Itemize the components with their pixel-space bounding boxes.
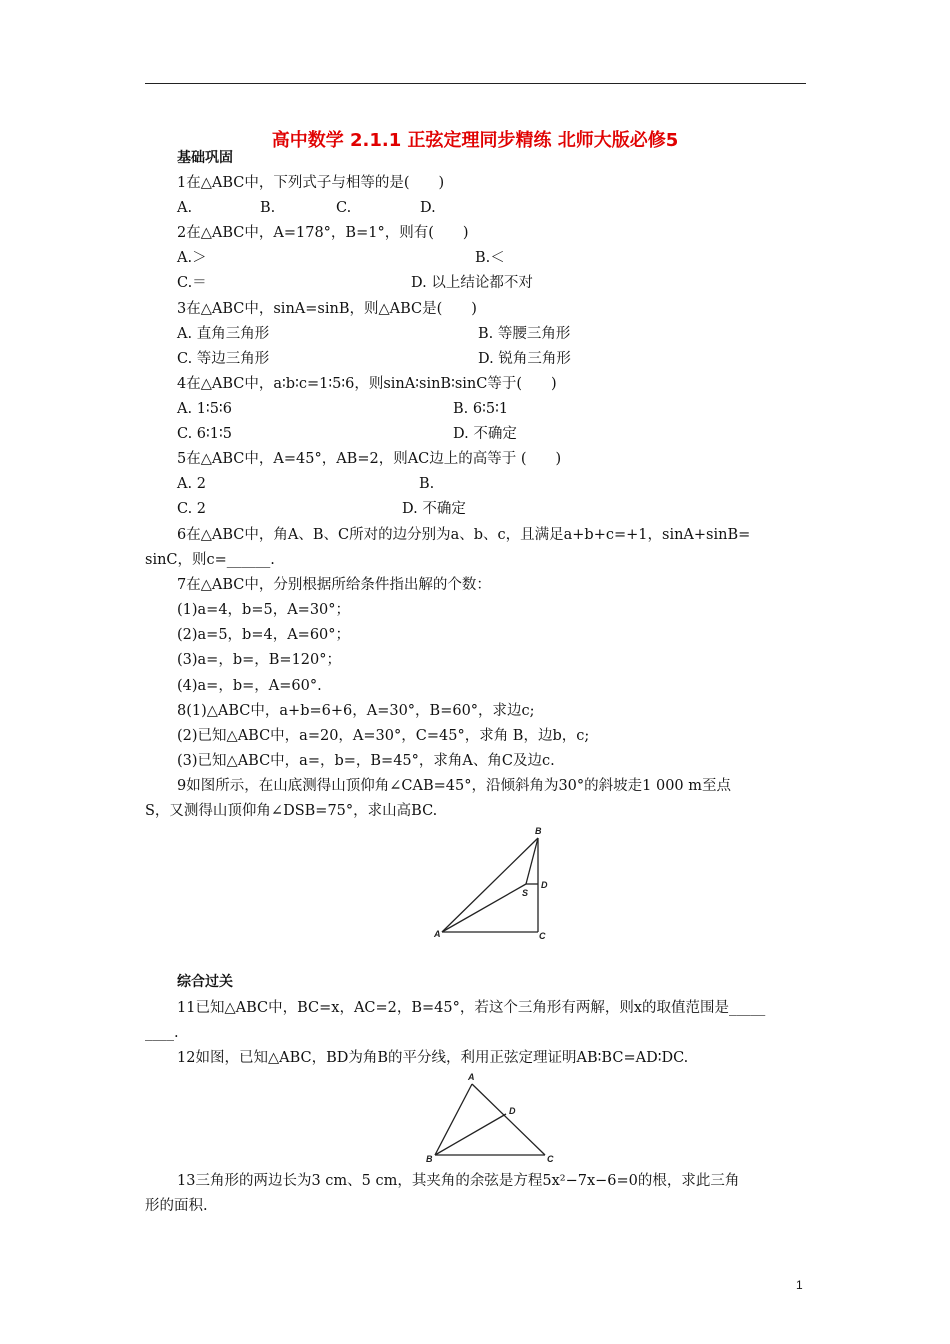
q9-line1: 9如图所示，在山底测得山顶仰角∠CAB=45°，沿倾斜角为30°的斜坡走1 000 m至点 (177, 778, 732, 794)
section-basic: 基础巩固 (177, 150, 233, 166)
q8-part3: (3)已知△ABC中，a=，b=，B=45°，求角A、角C及边c. (177, 753, 555, 769)
q7: 7在△ABC中，分别根据所给条件指出解的个数： (177, 577, 491, 593)
q5-option-a: A. 2 (177, 476, 206, 492)
q1-option-b: B. (260, 200, 276, 216)
q4-option-b: B. 6∶5∶1 (453, 401, 509, 417)
q2-option-a: A.＞ (177, 250, 207, 266)
q1-option-d: D. (420, 200, 436, 216)
fig1-label-s: S (522, 888, 529, 898)
q11-line1: 11已知△ABC中，BC=x，AC=2，B=45°，若这个三角形有两解，则x的取值范围是_____ (177, 1000, 766, 1016)
q3-option-c: C. 等边三角形 (177, 351, 270, 367)
fig1-label-b: B (535, 826, 542, 836)
bisector-figure (420, 1070, 560, 1165)
q7-part3: (3)a=，b=，B=120°； (177, 652, 341, 668)
q2-option-d: D. 以上结论都不对 (411, 275, 533, 291)
q2-option-b: B.＜ (475, 250, 505, 266)
section-comprehensive: 综合过关 (177, 974, 233, 990)
q9-line2: S，又测得山顶仰角∠DSB=75°，求山高BC. (145, 803, 438, 819)
fig2-label-d: D (509, 1106, 516, 1116)
fig2-label-a: A (468, 1072, 475, 1082)
q11-line2: ____. (145, 1025, 179, 1041)
q1-option-c: C. (336, 200, 352, 216)
page-title: 高中数学 2.1.1 正弦定理同步精练 北师大版必修5 (271, 130, 679, 151)
q3-option-b: B. 等腰三角形 (478, 326, 571, 342)
q4-option-d: D. 不确定 (453, 426, 517, 442)
q2-option-c: C.＝ (177, 275, 207, 291)
q1-option-a: A. (177, 200, 193, 216)
fig2-label-b: B (426, 1154, 433, 1164)
q7-part1: (1)a=4，b=5，A=30°； (177, 602, 351, 618)
q3-option-a: A. 直角三角形 (177, 326, 270, 342)
mountain-figure (430, 822, 555, 942)
q12: 12如图，已知△ABC，BD为角B的平分线，利用正弦定理证明AB∶BC=AD∶DC. (177, 1050, 689, 1066)
q8-part1: 8(1)△ABC中，a+b=6+6，A=30°，B=60°，求边c; (177, 703, 535, 719)
fig1-label-d: D (541, 880, 548, 890)
q13-line1: 13三角形的两边长为3 cm、5 cm，其夹角的余弦是方程5x²−7x−6=0的根，求此三角 (177, 1173, 740, 1189)
q3: 3在△ABC中，sinA=sinB，则△ABC是( ) (177, 301, 477, 317)
q8-part2: (2)已知△ABC中，a=20，A=30°，C=45°，求角 B，边b，c; (177, 728, 590, 744)
fig1-label-a: A (434, 929, 441, 939)
q7-part4: (4)a=，b=，A=60°. (177, 678, 322, 694)
q4-option-c: C. 6∶1∶5 (177, 426, 233, 442)
q7-part2: (2)a=5，b=4，A=60°； (177, 627, 351, 643)
q6-line2: sinC，则c=______. (145, 552, 275, 568)
fig2-edge-ac (472, 1084, 545, 1155)
q13-line2: 形的面积. (145, 1198, 208, 1214)
q3-option-d: D. 锐角三角形 (478, 351, 571, 367)
q5: 5在△ABC中，A=45°，AB=2，则AC边上的高等于 ( ) (177, 451, 562, 467)
q4: 4在△ABC中，a∶b∶c=1∶5∶6，则sinA∶sinB∶sinC等于( ) (177, 376, 557, 392)
q5-option-b: B. (419, 476, 435, 492)
fig2-label-c: C (547, 1154, 554, 1164)
fig1-label-c: C (539, 931, 546, 941)
q2: 2在△ABC中，A=178°，B=1°，则有( ) (177, 225, 469, 241)
fig1-edge-sb (526, 838, 538, 884)
q5-option-c: C. 2 (177, 501, 207, 517)
page-number: 1 (796, 1278, 803, 1292)
q6-line1: 6在△ABC中，角A、B、C所对的边分别为a、b、c，且满足a+b+c=+1，sinA+sinB= (177, 527, 751, 543)
header-rule (145, 83, 806, 84)
q4-option-a: A. 1∶5∶6 (177, 401, 232, 417)
q5-option-d: D. 不确定 (402, 501, 466, 517)
q1: 1在△ABC中，下列式子与相等的是( ) (177, 175, 445, 191)
